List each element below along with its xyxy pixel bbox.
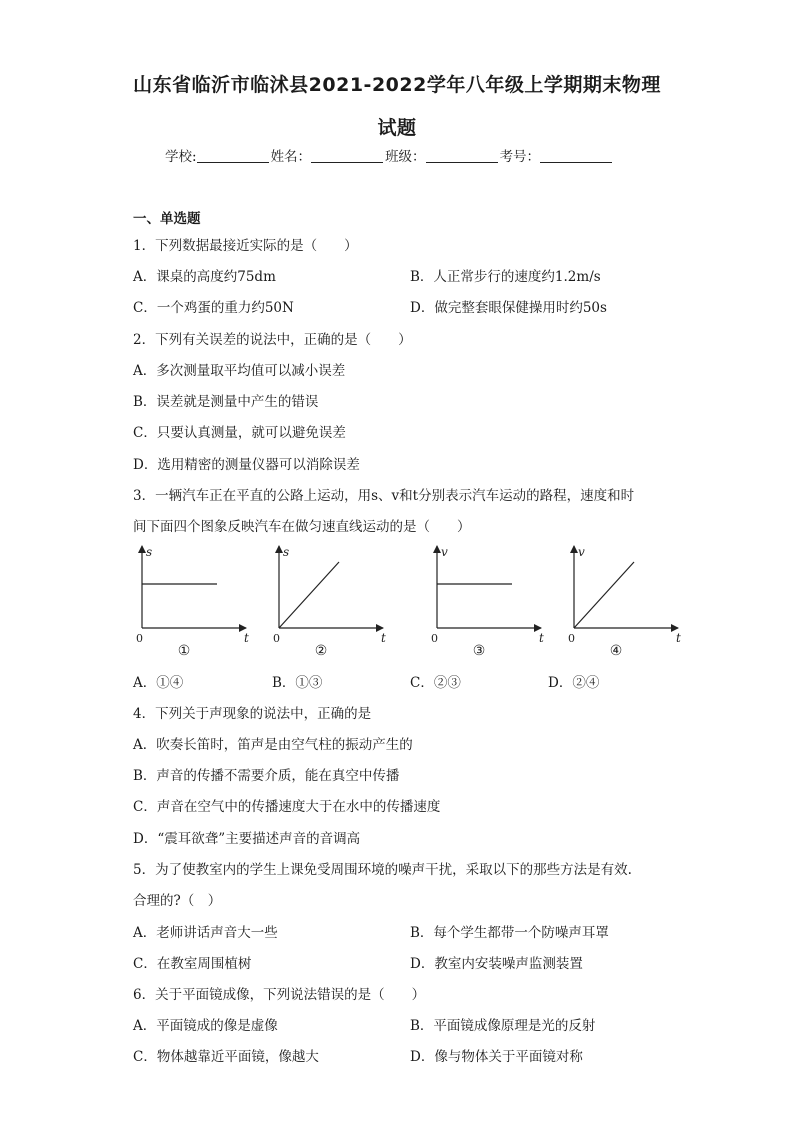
option-c: C．只要认真测量，就可以避免误差	[133, 425, 346, 441]
option-b: B．平面镜成像原理是光的反射	[410, 1018, 596, 1034]
option-a: A．多次测量取平均值可以减小误差	[133, 363, 346, 379]
question-stem: 3．一辆汽车正在平直的公路上运动，用s、v和t分别表示汽车运动的路程，速度和时	[133, 488, 635, 504]
graph-4-diagonal-line	[574, 562, 634, 628]
option-a: A．①④	[133, 675, 184, 691]
option-d: D．教室内安装噪声监测装置	[410, 956, 583, 972]
graph-1-y-label: s	[146, 545, 153, 559]
option-c: C．声音在空气中的传播速度大于在水中的传播速度	[133, 799, 441, 815]
question-stem-continued: 合理的?（ ）	[133, 893, 222, 909]
graph-3-caption: ③	[472, 643, 486, 659]
graph-3-y-label: v	[441, 545, 448, 559]
question-stem: 5．为了使教室内的学生上课免受周围环境的噪声干扰，采取以下的那些方法是有效.	[133, 862, 632, 878]
option-c: C．物体越靠近平面镜，像越大	[133, 1049, 319, 1065]
option-c: C．一个鸡蛋的重力约50N	[133, 300, 294, 316]
graph-2-x-label: t	[381, 631, 386, 645]
option-d: D．“震耳欲聋”主要描述声音的音调高	[133, 831, 361, 847]
option-b: B．①③	[272, 675, 323, 691]
option-c: C．在教室周围植树	[133, 956, 252, 972]
question-stem: 4．下列关于声现象的说法中，正确的是	[133, 706, 372, 722]
graph-3-origin-label: 0	[431, 632, 438, 645]
option-b: B．人正常步行的速度约1.2m/s	[410, 269, 601, 285]
page-title-continued: 试题	[377, 117, 417, 139]
graph-2-caption: ②	[314, 643, 328, 659]
name-label: 姓名：	[270, 149, 312, 165]
exam-no-blank[interactable]	[540, 149, 612, 163]
graph-4-caption: ④	[609, 643, 623, 659]
graph-4-x-label: t	[676, 631, 681, 645]
graph-4-origin-label: 0	[568, 632, 575, 645]
page-title: 山东省临沂市临沭县2021-2022学年八年级上学期期末物理	[133, 74, 661, 96]
option-a: A．吹奏长笛时，笛声是由空气柱的振动产生的	[133, 737, 413, 753]
class-blank[interactable]	[426, 149, 498, 163]
option-b: B．声音的传播不需要介质，能在真空中传播	[133, 768, 400, 784]
graph-1-x-label: t	[244, 631, 249, 645]
option-b: B．每个学生都带一个防噪声耳罩	[410, 925, 609, 941]
option-a: A．课桌的高度约75dm	[133, 269, 276, 285]
name-blank[interactable]	[311, 149, 383, 163]
option-b: B．误差就是测量中产生的错误	[133, 394, 319, 410]
option-a: A．平面镜成的像是虚像	[133, 1018, 278, 1034]
option-a: A．老师讲话声音大一些	[133, 925, 278, 941]
question-stem-continued: 间下面四个图象反映汽车在做匀速直线运动的是（ ）	[133, 519, 471, 535]
motion-graphs	[0, 540, 794, 660]
class-label: 班级：	[385, 149, 426, 165]
option-d: D．选用精密的测量仪器可以消除误差	[133, 457, 360, 473]
student-info-row	[165, 145, 614, 165]
graph-1-caption: ①	[177, 643, 191, 659]
question-stem: 6．关于平面镜成像，下列说法错误的是（ ）	[133, 987, 426, 1003]
option-c: C．②③	[410, 675, 461, 691]
graph-2-diagonal-line	[279, 562, 339, 628]
exam-no-label: 考号：	[499, 149, 541, 165]
graph-4-y-label: v	[578, 545, 585, 559]
option-d: D．②④	[548, 675, 600, 691]
school-label: 学校:	[165, 149, 197, 165]
question-stem: 1．下列数据最接近实际的是（ ）	[133, 238, 358, 254]
question-stem: 2．下列有关误差的说法中，正确的是（ ）	[133, 332, 412, 348]
option-d: D．做完整套眼保健操用时约50s	[410, 300, 607, 316]
graph-2-origin-label: 0	[273, 632, 280, 645]
school-blank[interactable]	[197, 149, 269, 163]
option-d: D．像与物体关于平面镜对称	[410, 1049, 583, 1065]
graph-1-origin-label: 0	[136, 632, 143, 645]
graph-3-x-label: t	[539, 631, 544, 645]
graph-2-y-label: s	[283, 545, 290, 559]
section-heading: 一、单选题	[133, 211, 201, 227]
